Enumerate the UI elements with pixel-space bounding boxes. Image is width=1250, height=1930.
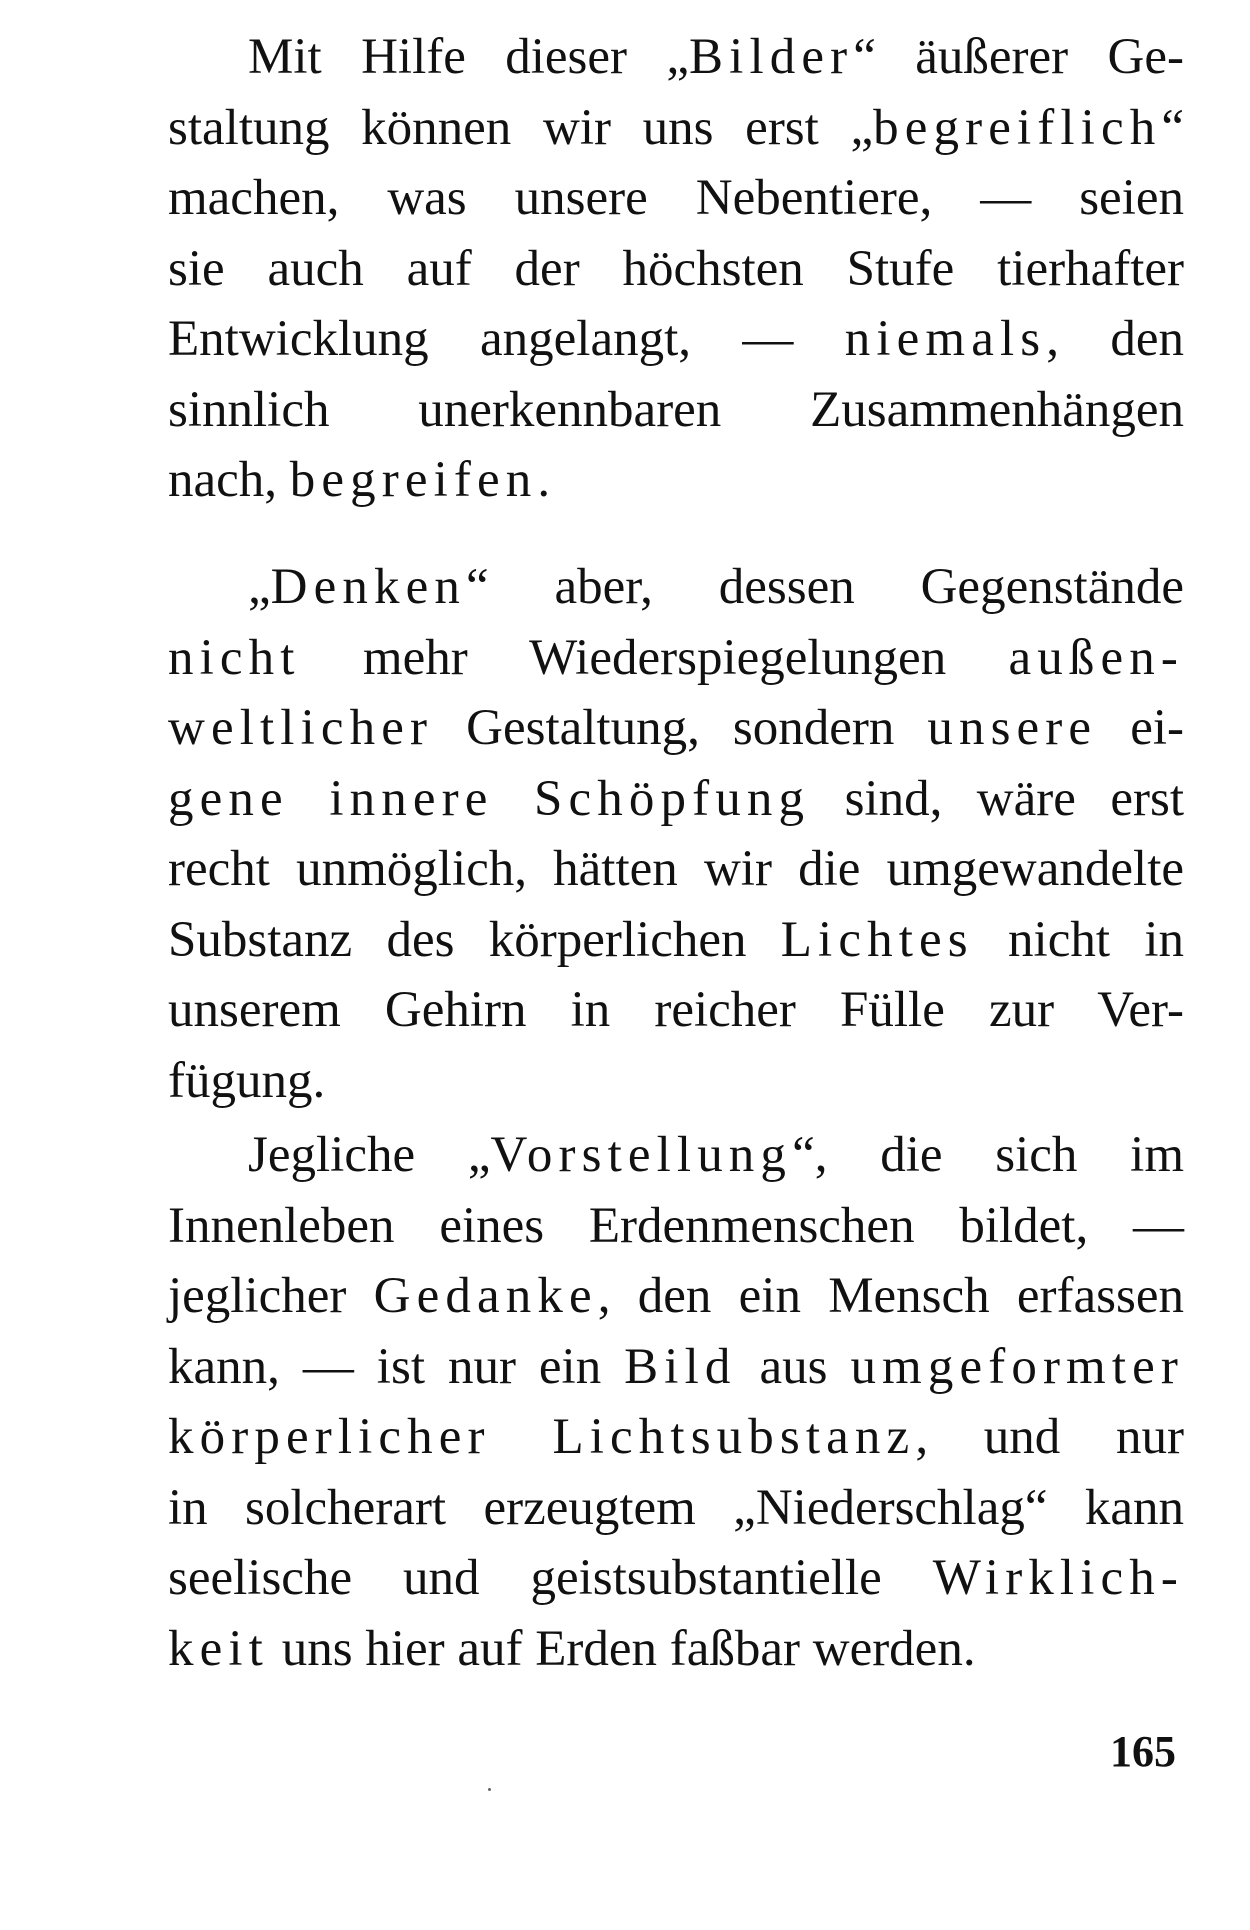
text-line: [168, 1402, 1184, 1473]
text-run: fügung.: [168, 1052, 326, 1109]
text-line: [168, 1261, 1184, 1332]
text-line: [168, 552, 1184, 623]
text-line: [168, 623, 1184, 694]
text-line: [168, 975, 1184, 1046]
text-line: [168, 1191, 1184, 1262]
text-line: [168, 764, 1184, 835]
text-run: , den ein Mensch erfassen: [597, 1268, 1184, 1324]
spaced-emphasis: Vorstellung: [490, 1127, 793, 1183]
text-run: machen, was unsere Nebentiere, — seien: [168, 170, 1184, 226]
text-run: staltung können wir uns erst „: [168, 99, 874, 156]
spaced-emphasis: weltlicher: [168, 700, 434, 756]
spaced-emphasis: Gedanke: [373, 1268, 598, 1324]
text-run: kann, — ist nur ein: [168, 1338, 625, 1395]
text-line: [168, 22, 1184, 93]
text-run: Gestaltung, sondern: [433, 700, 928, 756]
spaced-emphasis: niemals: [844, 311, 1047, 367]
text-run: sinnlich unerkennbaren Zusammenhängen: [168, 381, 1184, 438]
text-run: „: [248, 559, 271, 615]
text-run: Entwicklung angelangt, —: [168, 311, 845, 367]
text-line: [168, 905, 1184, 976]
text-run: “: [1161, 99, 1184, 156]
text-run: aus: [736, 1338, 851, 1395]
text-line: [168, 1543, 1184, 1614]
text-run: unserem Gehirn in reicher Fülle zur Ver-: [168, 982, 1184, 1038]
text-run: , und nur: [915, 1409, 1184, 1465]
text-line: [168, 1614, 1184, 1685]
text-line: [168, 163, 1184, 234]
text-run: mehr Wiederspiegelungen: [300, 629, 1009, 686]
paragraph-1: [168, 22, 1184, 516]
spaced-emphasis: begreiflich: [873, 99, 1162, 156]
text-line: [168, 834, 1184, 905]
text-run: nicht in: [973, 911, 1184, 968]
text-line: [168, 445, 1184, 516]
text-run: “ aber, dessen Gegenstände: [465, 559, 1184, 615]
text-run: Substanz des körperlichen: [168, 911, 781, 968]
text-run: .: [537, 452, 551, 508]
paragraph-2: [168, 552, 1184, 1116]
spaced-emphasis: Bilder: [689, 29, 854, 85]
spaced-emphasis: körperlicher Lichtsubstanz: [168, 1409, 916, 1465]
text-run: sind, wäre erst: [810, 770, 1184, 827]
text-line: [168, 693, 1184, 764]
text-run: in solcherart erzeugtem „Niederschlag“ kann: [168, 1479, 1184, 1536]
text-run: jeglicher: [168, 1268, 374, 1324]
text-run: recht unmöglich, hätten wir die umgewandelte: [168, 841, 1184, 897]
spaced-emphasis: unsere: [927, 700, 1098, 756]
text-run: “, die sich im: [792, 1127, 1185, 1183]
text-run: , den: [1046, 311, 1184, 367]
text-line: [168, 93, 1184, 164]
spaced-emphasis: keit: [168, 1620, 269, 1677]
text-run: Innenleben eines Erdenmenschen bildet, —: [168, 1197, 1184, 1254]
spaced-emphasis: Bild: [624, 1338, 737, 1395]
text-line: [168, 375, 1184, 446]
print-speck: [488, 1788, 491, 1791]
text-run: sie auch auf der höchsten Stufe tierhafter: [168, 240, 1184, 297]
spaced-emphasis: Wirklich-: [932, 1550, 1184, 1606]
text-run: “ äußerer Ge-: [853, 29, 1184, 85]
text-line: [168, 1120, 1184, 1191]
spaced-emphasis: umgeformter: [850, 1338, 1184, 1395]
page-number: 165: [1110, 1727, 1176, 1776]
text-line: [168, 1046, 1184, 1117]
spaced-emphasis: gene innere Schöpfung: [168, 770, 811, 827]
text-run: uns hier auf Erden faßbar werden.: [268, 1620, 976, 1677]
text-line: [168, 1473, 1184, 1544]
spaced-emphasis: Denken: [270, 559, 466, 615]
text-line: [168, 234, 1184, 305]
spaced-emphasis: nicht: [168, 629, 301, 686]
text-run: seelische und geistsubstantielle: [168, 1550, 933, 1606]
text-run: nach,: [168, 452, 290, 508]
spaced-emphasis: begreifen: [289, 452, 538, 508]
text-line: [168, 1332, 1184, 1403]
text-run: Mit Hilfe dieser „: [248, 29, 690, 85]
spaced-emphasis: Lichtes: [780, 911, 974, 968]
paragraph-3: [168, 1120, 1184, 1684]
text-run: ei-: [1097, 700, 1184, 756]
text-run: Jegliche „: [248, 1127, 491, 1183]
spaced-emphasis: außen-: [1008, 629, 1184, 686]
text-line: [168, 304, 1184, 375]
